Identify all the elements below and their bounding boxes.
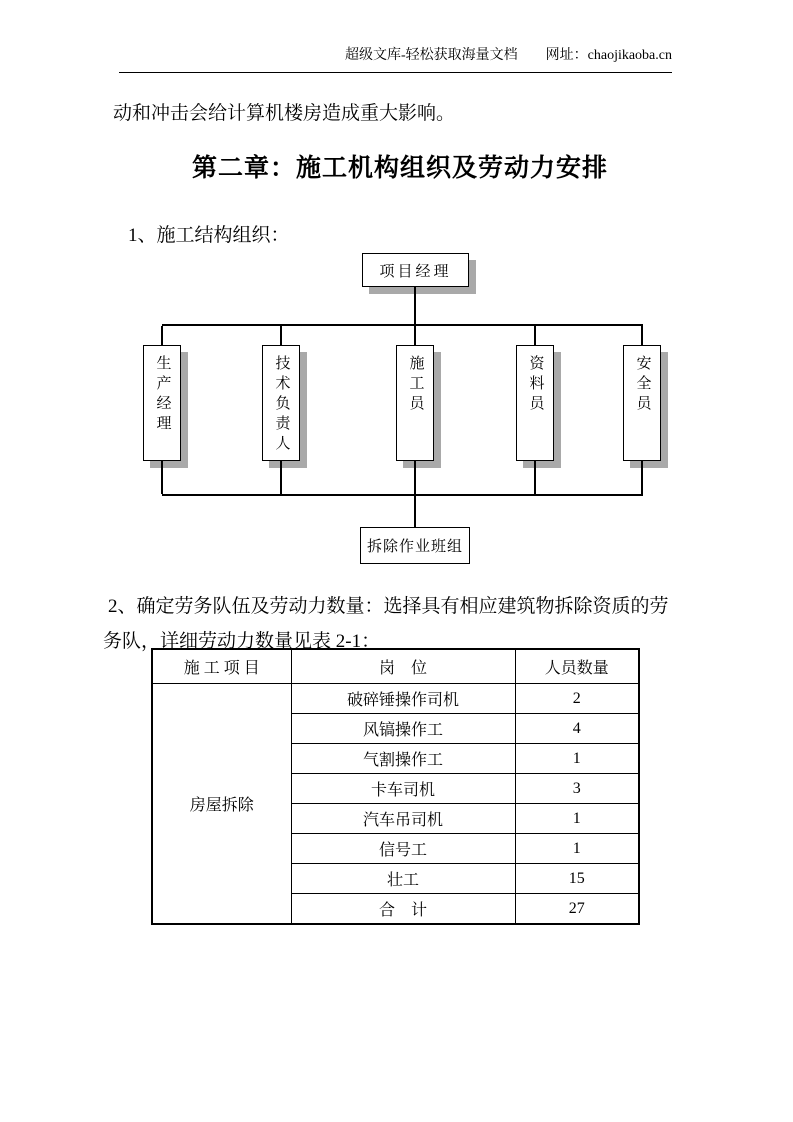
count-cell: 3 <box>515 774 639 804</box>
connector-line <box>534 326 536 345</box>
org-box-label: 资料员 <box>527 355 544 415</box>
labor-force-table <box>151 648 640 925</box>
post-cell: 风镐操作工 <box>291 714 515 744</box>
org-box-construction-officer <box>396 345 434 461</box>
connector-line <box>414 287 416 324</box>
connector-line <box>414 496 416 527</box>
org-box-label: 项目经理 <box>379 263 452 280</box>
connector-line <box>161 326 163 345</box>
org-box-label: 拆除作业班组 <box>366 539 463 555</box>
connector-line <box>414 461 416 494</box>
org-box-technical-lead <box>262 345 300 461</box>
section-2-line-1: 2、确定劳务队伍及劳动力数量：选择具有相应建筑物拆除资质的劳 <box>108 596 669 617</box>
count-cell: 1 <box>515 834 639 864</box>
col-header-count: 人员数量 <box>515 649 639 684</box>
count-cell: 15 <box>515 864 639 894</box>
post-cell: 气割操作工 <box>291 744 515 774</box>
connector-line <box>641 326 643 345</box>
connector-line <box>162 324 643 326</box>
org-box-label: 技术负责人 <box>273 355 290 455</box>
count-cell: 2 <box>515 684 639 714</box>
org-box-production-manager <box>143 345 181 461</box>
table-header-row <box>152 649 639 684</box>
org-box-label: 施工员 <box>407 355 424 415</box>
count-cell: 1 <box>515 744 639 774</box>
connector-line <box>161 461 163 494</box>
section-2-line-2: 务队，详细劳动力数量见表 2-1： <box>103 631 381 652</box>
connector-line <box>280 461 282 494</box>
count-cell: 27 <box>515 894 639 925</box>
header-site-name: 超级文库-轻松获取海量文档 <box>344 48 518 63</box>
count-cell: 4 <box>515 714 639 744</box>
intro-paragraph: 动和冲击会给计算机楼房造成重大影响。 <box>113 103 456 124</box>
section-1-label: 1、施工结构组织： <box>128 225 290 246</box>
post-cell: 破碎锤操作司机 <box>291 684 515 714</box>
count-cell: 1 <box>515 804 639 834</box>
table-row <box>152 684 639 714</box>
connector-line <box>414 326 416 345</box>
header-site-url: 网址：chaojikaoba.cn <box>545 48 672 63</box>
org-box-document-clerk <box>516 345 554 461</box>
connector-line <box>162 494 643 496</box>
page-header <box>119 46 672 73</box>
col-header-project: 施 工 项 目 <box>152 649 291 684</box>
col-header-post: 岗 位 <box>291 649 515 684</box>
chapter-title: 第二章：施工机构组织及劳动力安排 <box>191 154 608 182</box>
org-box-label: 安全员 <box>634 355 651 415</box>
org-box-label: 生产经理 <box>154 355 171 435</box>
post-cell: 汽车吊司机 <box>291 804 515 834</box>
org-box-project-manager <box>362 253 469 287</box>
post-cell: 壮工 <box>291 864 515 894</box>
connector-line <box>280 326 282 345</box>
connector-line <box>641 461 643 494</box>
project-cell: 房屋拆除 <box>152 684 291 925</box>
post-cell: 合 计 <box>291 894 515 925</box>
post-cell: 信号工 <box>291 834 515 864</box>
connector-line <box>534 461 536 494</box>
org-box-safety-officer <box>623 345 661 461</box>
org-box-demolition-team <box>360 527 470 564</box>
post-cell: 卡车司机 <box>291 774 515 804</box>
